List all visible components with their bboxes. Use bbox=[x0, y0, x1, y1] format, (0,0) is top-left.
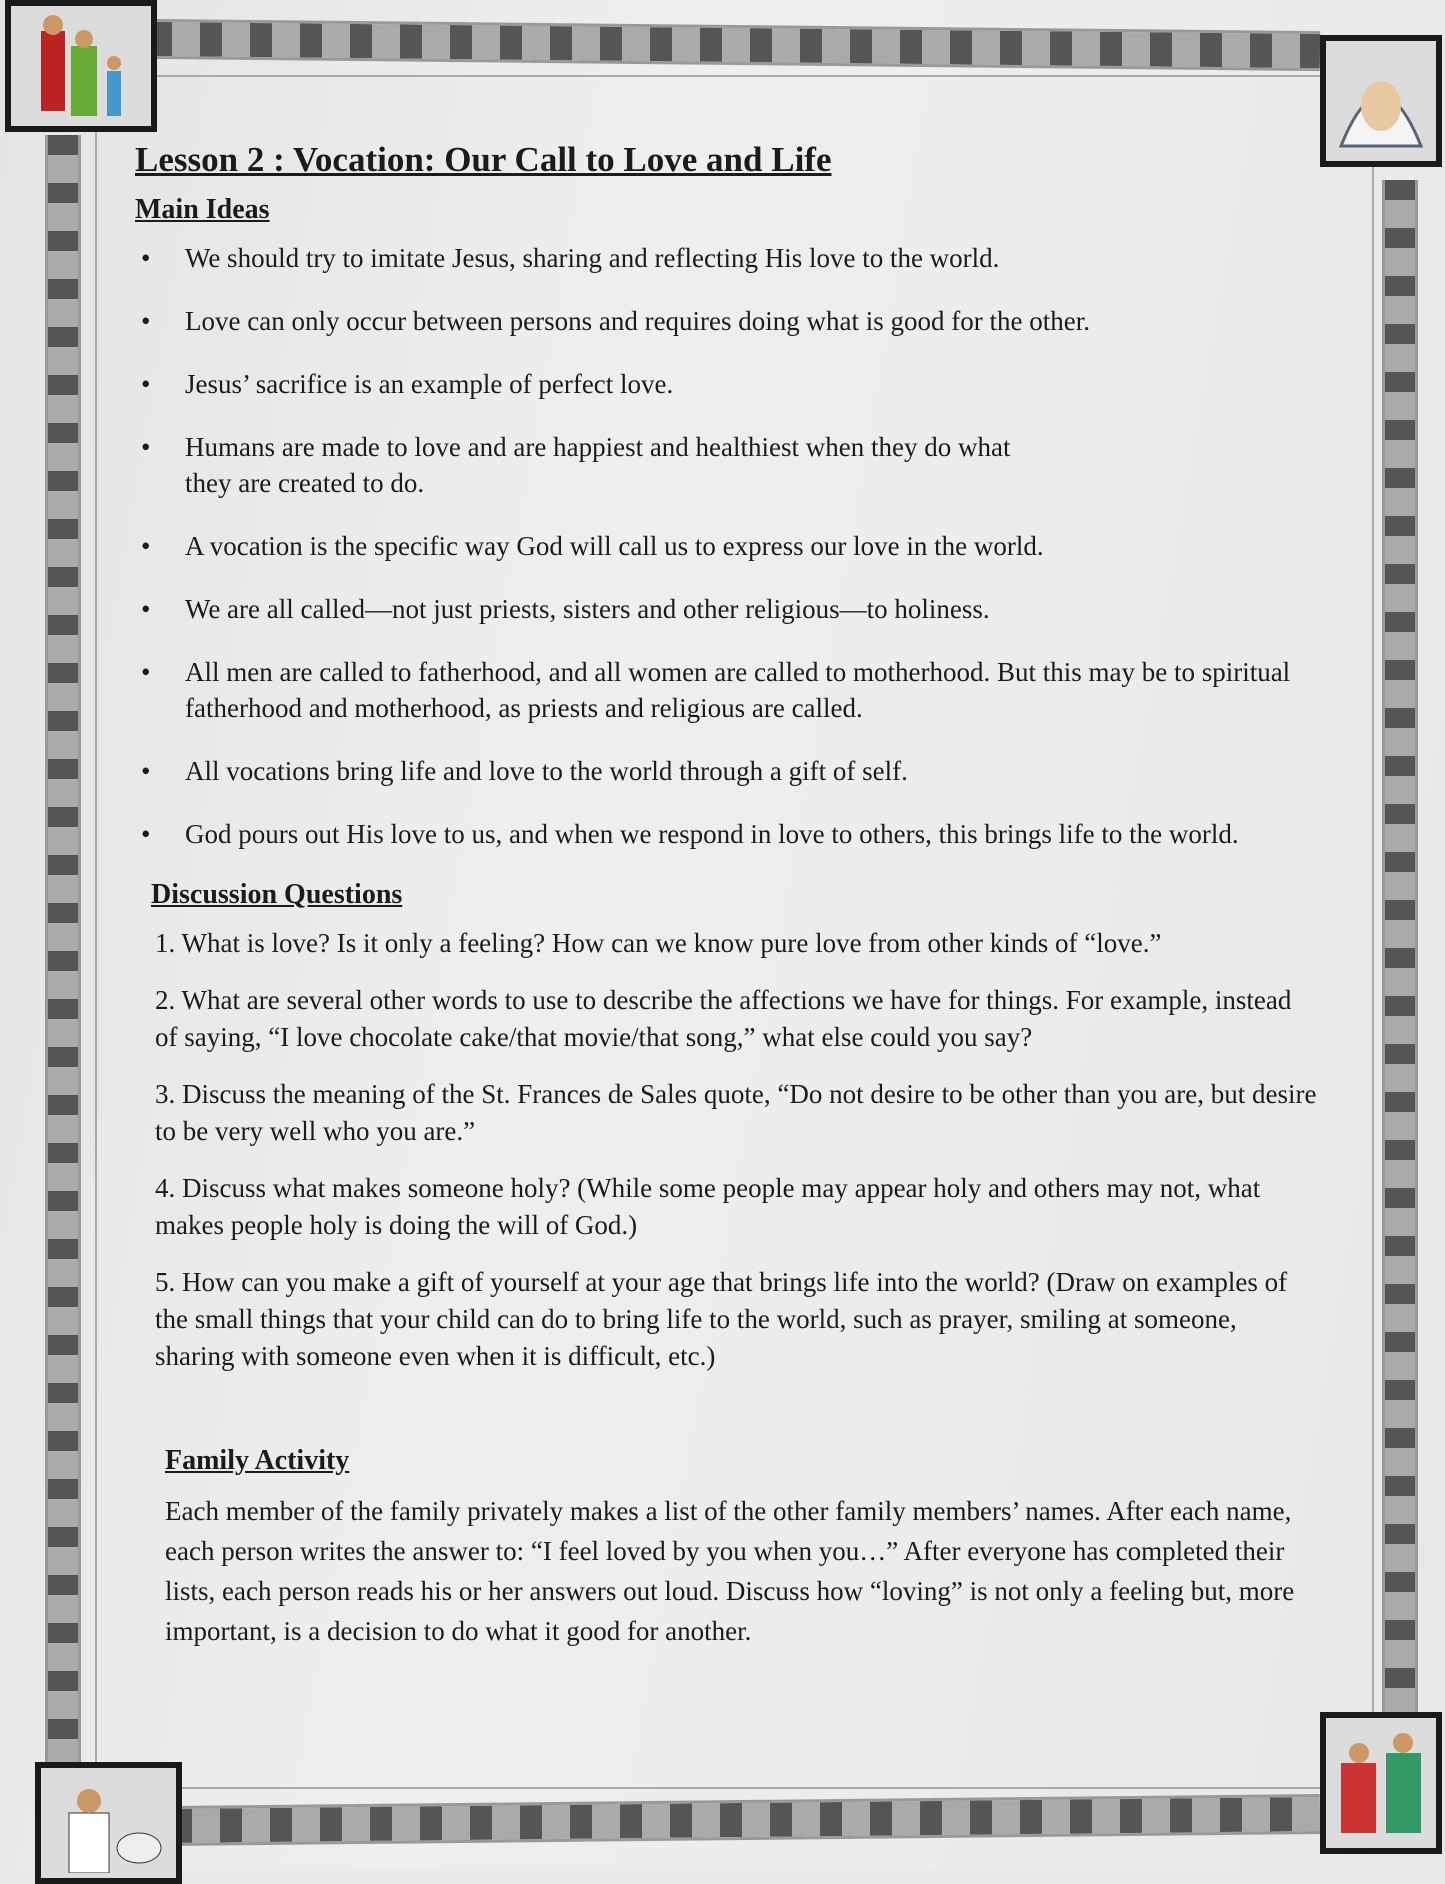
lesson-content bbox=[135, 140, 1320, 1651]
bullet-icon: • bbox=[141, 306, 151, 336]
bullet-icon: • bbox=[141, 531, 151, 561]
list-item: • Humans are made to love and are happiest and healthiest when they do what they are created to do. bbox=[185, 429, 1320, 501]
bullet-icon: • bbox=[141, 657, 151, 687]
list-item: • All vocations bring life and love to the world through a gift of self. bbox=[185, 753, 1320, 789]
list-item: • We should try to imitate Jesus, sharing and reflecting His love to the world. bbox=[185, 240, 1320, 276]
saint-portrait-icon bbox=[1320, 35, 1442, 167]
list-item: • All men are called to fatherhood, and all women are called to motherhood. But this may be to spiritual fatherhood and motherhood, as priests and religious are called. bbox=[185, 654, 1320, 726]
bullet-icon: • bbox=[141, 369, 151, 399]
family-activity-heading: Family Activity bbox=[165, 1445, 350, 1476]
discussion-heading: Discussion Questions bbox=[151, 879, 403, 910]
main-ideas-list bbox=[135, 240, 1320, 852]
lesson-title: Lesson 2 : Vocation: Our Call to Love and Life bbox=[135, 140, 832, 179]
doctor-clipart-icon bbox=[35, 1762, 182, 1884]
bullet-icon: • bbox=[141, 594, 151, 624]
bullet-icon: • bbox=[141, 432, 151, 462]
family-clipart-icon bbox=[5, 0, 157, 132]
foot-washing-clipart-icon bbox=[1320, 1712, 1442, 1854]
list-item: • Love can only occur between persons and requires doing what is good for the other. bbox=[185, 303, 1320, 339]
discussion-question: 2. What are several other words to use to describe the affections we have for things. For example, instead of saying, “I love chocolate cake/that movie/that song,” what else could you say? bbox=[155, 985, 1292, 1052]
discussion-question: 1. What is love? Is it only a feeling? How can we know pure love from other kinds of “love.” bbox=[155, 928, 1162, 958]
discussion-question: 4. Discuss what makes someone holy? (While some people may appear holy and others may not, what makes people holy is doing the will of God.) bbox=[155, 1173, 1261, 1240]
discussion-question: 5. How can you make a gift of yourself at your age that brings life into the world? (Draw on examples of the small things that your child can do to bring life to the world, such as prayer, smiling at someone, sharing with someone even when it is difficult, etc.) bbox=[155, 1267, 1288, 1371]
list-item: • We are all called—not just priests, sisters and other religious—to holiness. bbox=[185, 591, 1320, 627]
bullet-icon: • bbox=[141, 756, 151, 786]
list-item: • God pours out His love to us, and when we respond in love to others, this brings life to the world. bbox=[185, 816, 1320, 852]
list-item: • Jesus’ sacrifice is an example of perfect love. bbox=[185, 366, 1320, 402]
family-activity-text: Each member of the family privately makes a list of the other family members’ names. After each name, each person writes the answer to: “I feel loved by you when you…” After everyone has completed their lists, each person reads his or her answers out loud. Discuss how “loving” is not only a feeling but, more important, is a decision to do what it good for another. bbox=[165, 1496, 1295, 1646]
bullet-icon: • bbox=[141, 819, 151, 849]
left-border-strip bbox=[45, 135, 81, 1775]
right-border-strip bbox=[1382, 180, 1418, 1750]
main-ideas-heading: Main Ideas bbox=[135, 194, 270, 225]
list-item: • A vocation is the specific way God will call us to express our love in the world. bbox=[185, 528, 1320, 564]
bullet-icon: • bbox=[141, 243, 151, 273]
discussion-question: 3. Discuss the meaning of the St. Frances de Sales quote, “Do not desire to be other than you are, but desire to be very well who you are.” bbox=[155, 1079, 1317, 1146]
